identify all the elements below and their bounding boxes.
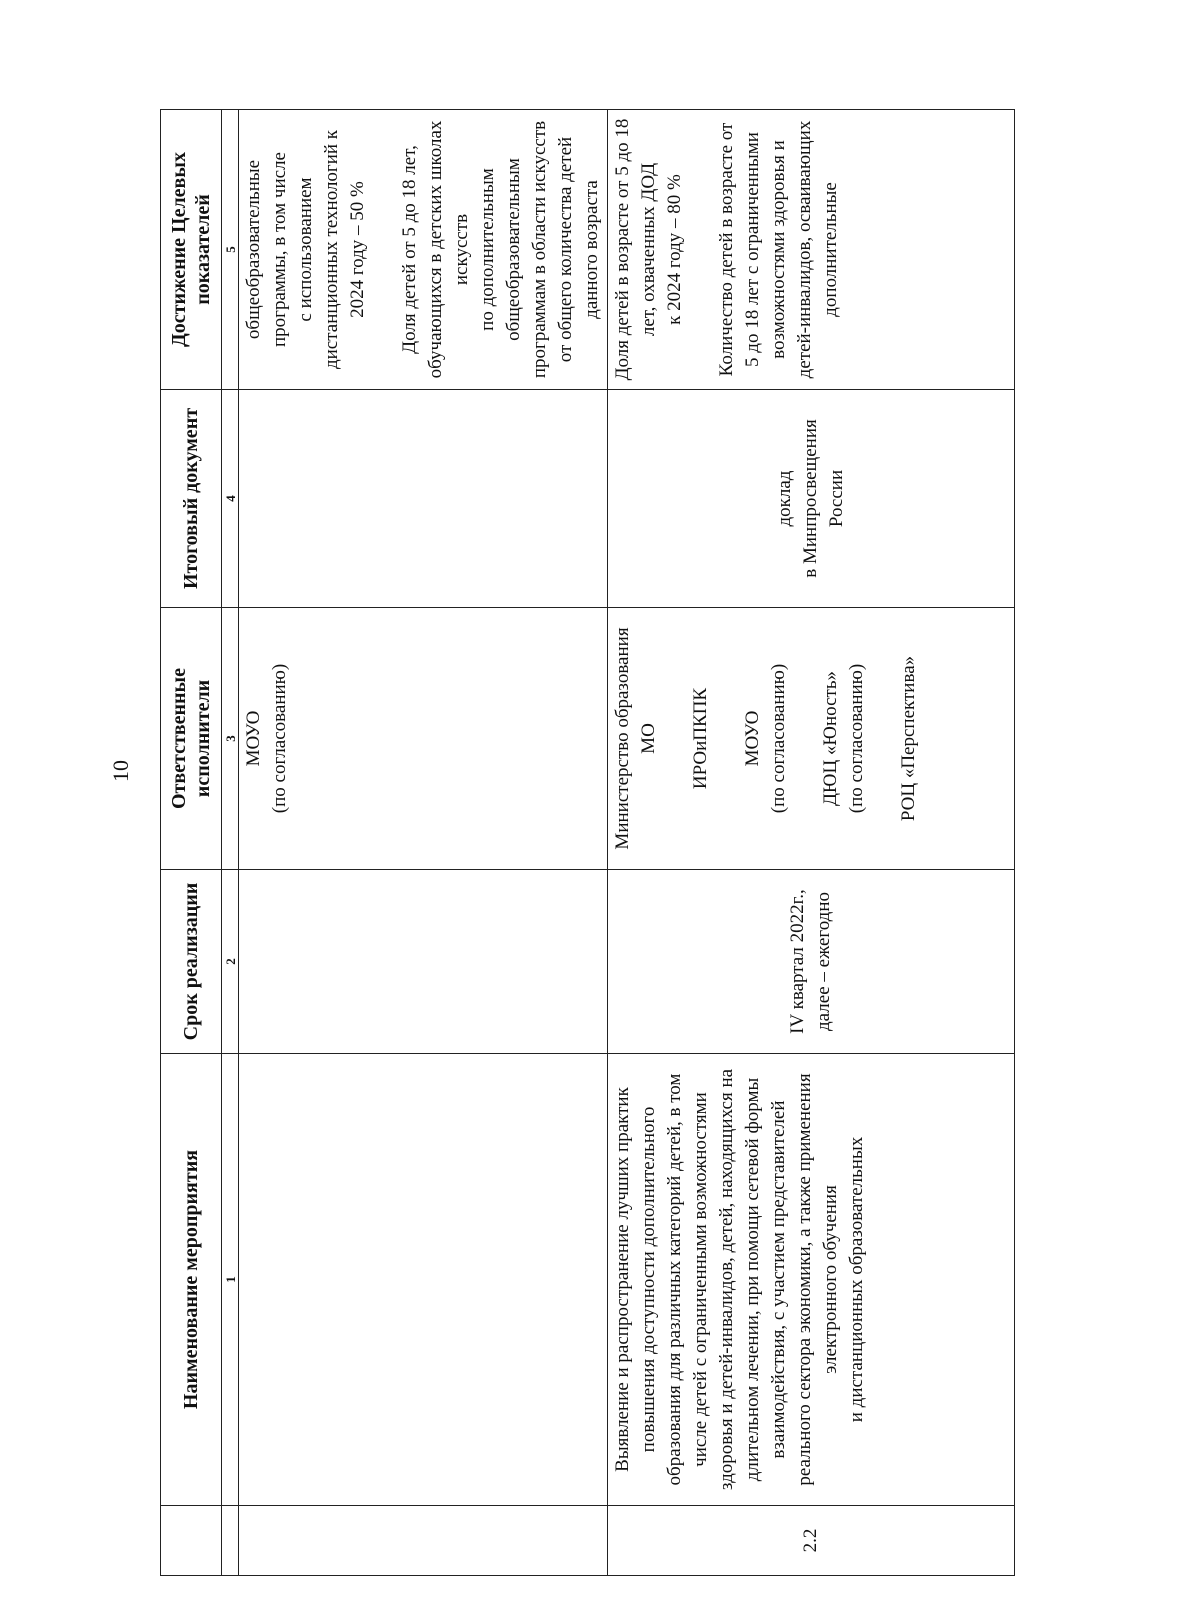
colnum-1: 1 <box>222 1054 239 1506</box>
executor: Министерство образования МО <box>612 627 659 850</box>
colnum-2: 2 <box>222 870 239 1054</box>
header-measure-name: Наименование мероприятия <box>161 1054 222 1506</box>
colnum-4: 4 <box>222 390 239 608</box>
indicator: Доля детей от 5 до 18 лет, обучающихся в детских школах искусств по дополнительным общеобразовательным программам в области искусств от общего количества детей данного возраста <box>399 120 602 379</box>
colnum-3: 3 <box>222 608 239 870</box>
colnum-5: 5 <box>222 110 239 390</box>
executor: МОУО (по согласованию) <box>742 663 789 814</box>
measure-name: Выявление и распространение лучших практик повышения доступности дополнительного образования для различных категорий детей, в том числе детей с ограниченными возможностями здоровья и детей-инвалидов, детей, находящихся на длительном лечении, при помощи сетевой формы взаимодействия, с участием представителей реального сектора экономики, а также применения электронного обучения и дистанционных образовательных <box>608 1054 1015 1506</box>
header-indicators: Достижение Целевых показателей <box>161 110 222 390</box>
measure-name <box>239 1054 608 1506</box>
executors-cell <box>608 608 1015 870</box>
executor: ДЮЦ «Юность» (по согласованию) <box>820 663 867 814</box>
row-number: 2.2 <box>608 1506 1015 1576</box>
column-numbers-row <box>222 110 239 1576</box>
executor: РОЦ «Перспектива» <box>898 655 919 822</box>
header-executors: Ответственные исполнители <box>161 608 222 870</box>
executor: ИРОиПКПК <box>690 687 711 790</box>
indicator: Доля детей в возрасте от 5 до 18 лет, охваченных ДОД к 2024 году – 80 % <box>612 118 685 381</box>
indicators-cell <box>239 110 608 390</box>
table-row <box>608 110 1015 1576</box>
executors-cell <box>239 608 608 870</box>
document <box>239 390 608 608</box>
term: IV квартал 2022г., далее – ежегодно <box>608 870 1015 1054</box>
measures-table <box>160 109 1015 1576</box>
term <box>239 870 608 1054</box>
header-row <box>161 110 222 1576</box>
header-num <box>161 1506 222 1576</box>
header-term: Срок реализации <box>161 870 222 1054</box>
rotated-table-container <box>160 110 1015 1576</box>
row-number <box>239 1506 608 1576</box>
colnum-0 <box>222 1506 239 1576</box>
header-document: Итоговый документ <box>161 390 222 608</box>
document: доклад в Минпросвещения России <box>608 390 1015 608</box>
indicator: Количество детей в возрасте от 5 до 18 лет с ограниченными возможностями здоровья и детей-инвалидов, осваивающих дополнительные <box>716 120 841 379</box>
executor: МОУО (по согласованию) <box>243 663 290 814</box>
indicator: общеобразовательные программы, в том числе с использованием дистанционных технологий к 2024 году – 50 % <box>243 129 368 370</box>
page-number: 10 <box>108 760 133 782</box>
table-row <box>239 110 608 1576</box>
indicators-cell <box>608 110 1015 390</box>
